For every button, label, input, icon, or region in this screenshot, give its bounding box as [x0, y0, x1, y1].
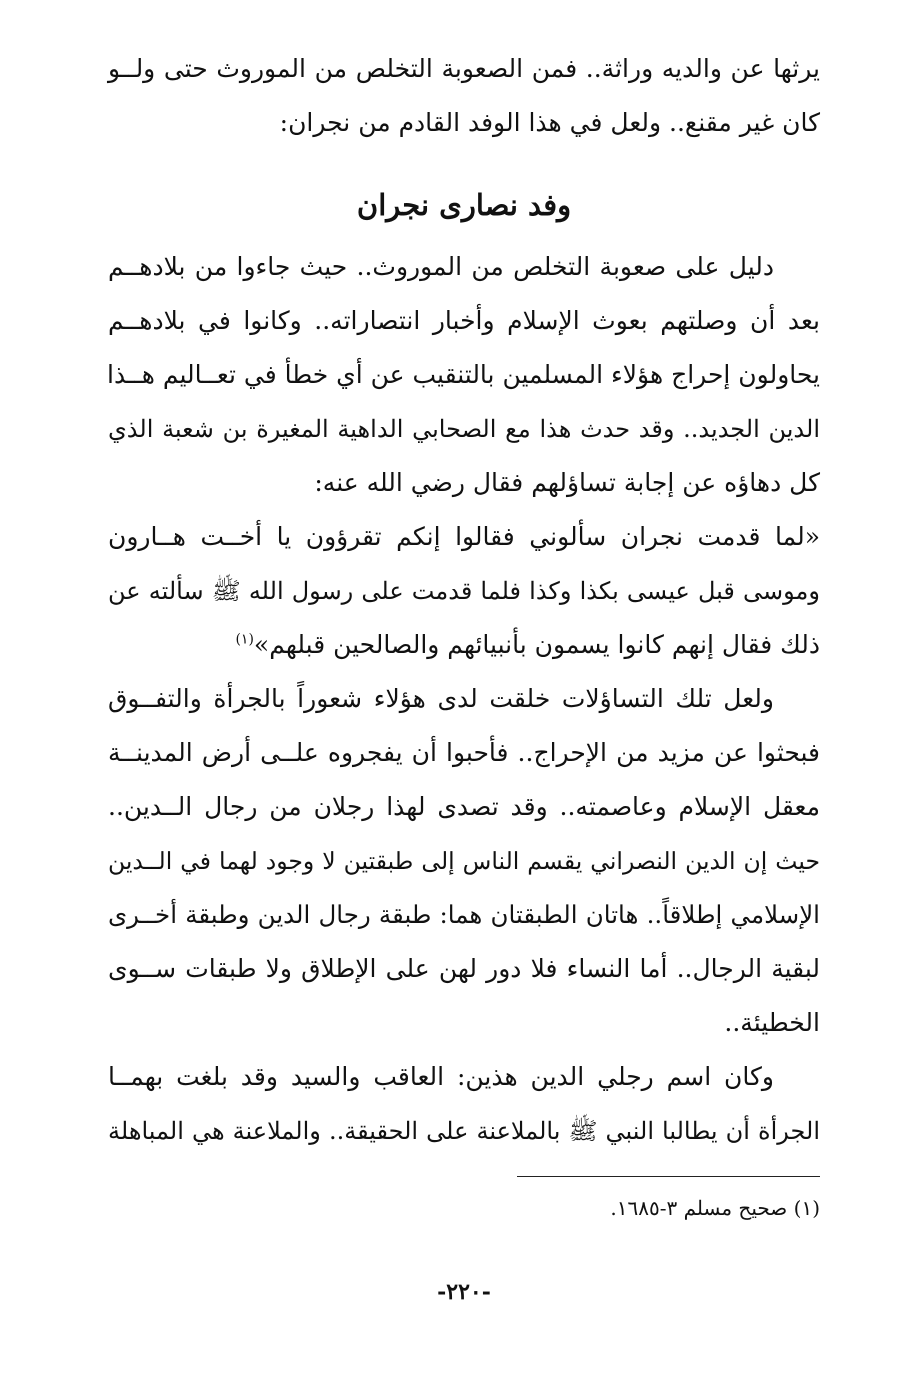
section-heading: وفد نصارى نجران [356, 188, 572, 222]
text-line: الإسلامي إطلاقاً.. هاتان الطبقتان هما: طبقة رجال الدين وطبقة أخــرى [108, 900, 820, 929]
text-line: كل دهاؤه عن إجابة تساؤلهم فقال رضي الله عنه: [314, 468, 820, 497]
text-line: الجرأة أن يطالبا النبي ﷺ بالملاعنة على الحقيقة.. والملاعنة هي المباهلة [108, 1117, 820, 1145]
text-line: لبقية الرجال.. أما النساء فلا دور لهن على الإطلاق ولا طبقات ســوى [108, 954, 820, 983]
text-line: حيث إن الدين النصراني يقسم الناس إلى طبقتين لا وجود لهما في الــدين [108, 847, 820, 875]
intro-paragraph [108, 42, 820, 150]
text-line: وموسى قبل عيسى بكذا وكذا فلما قدمت على رسول الله ﷺ سألته عن [108, 577, 820, 605]
text-line: الدين الجديد.. وقد حدث هذا مع الصحابي الداهية المغيرة بن شعبة الذي [108, 415, 820, 443]
footnote: (١) صحيح مسلم ٣-١٦٨٥. [610, 1196, 820, 1220]
text-line: بعد أن وصلتهم بعوث الإسلام وأخبار انتصاراته.. وكانوا في بلادهــم [108, 306, 820, 335]
text-line: يحاولون إحراج هؤلاء المسلمين بالتنقيب عن أي خطأ في تعــاليم هــذا [107, 360, 820, 389]
page-number: -٢٢٠- [437, 1279, 491, 1305]
text-line: يرثها عن والديه وراثة.. فمن الصعوبة التخلص من الموروث حتى ولــو [108, 54, 820, 83]
text-line: ولعل تلك التساؤلات خلقت لدى هؤلاء شعوراً بالجرأة والتفــوق [108, 684, 774, 713]
footnote-reference: (١) [235, 631, 254, 648]
paragraph-1 [108, 240, 820, 510]
text-line: كان غير مقنع.. ولعل في هذا الوفد القادم من نجران: [279, 108, 820, 137]
text-line: «لما قدمت نجران سألوني فقالوا إنكم تقرؤون يا أخــت هــارون [108, 522, 820, 551]
hadith-quote [108, 510, 820, 672]
quote-text: ذلك فقال إنهم كانوا يسمون بأنبيائهم والصالحين قبلهم» [253, 630, 820, 659]
text-line: الخطيئة.. [724, 1008, 820, 1037]
footnote-separator [517, 1176, 820, 1177]
text-line: دليل على صعوبة التخلص من الموروث.. حيث جاءوا من بلادهــم [108, 252, 774, 281]
text-line: معقل الإسلام وعاصمته.. وقد تصدى لهذا رجلان من رجال الــدين.. [108, 792, 820, 821]
text-line: فبحثوا عن مزيد من الإحراج.. فأحبوا أن يفجروه علــى أرض المدينــة [108, 738, 820, 767]
paragraph-3 [108, 1050, 820, 1158]
paragraph-2 [108, 672, 820, 1050]
text-line [108, 618, 820, 672]
text-line: وكان اسم رجلي الدين هذين: العاقب والسيد وقد بلغت بهمــا [108, 1062, 774, 1091]
